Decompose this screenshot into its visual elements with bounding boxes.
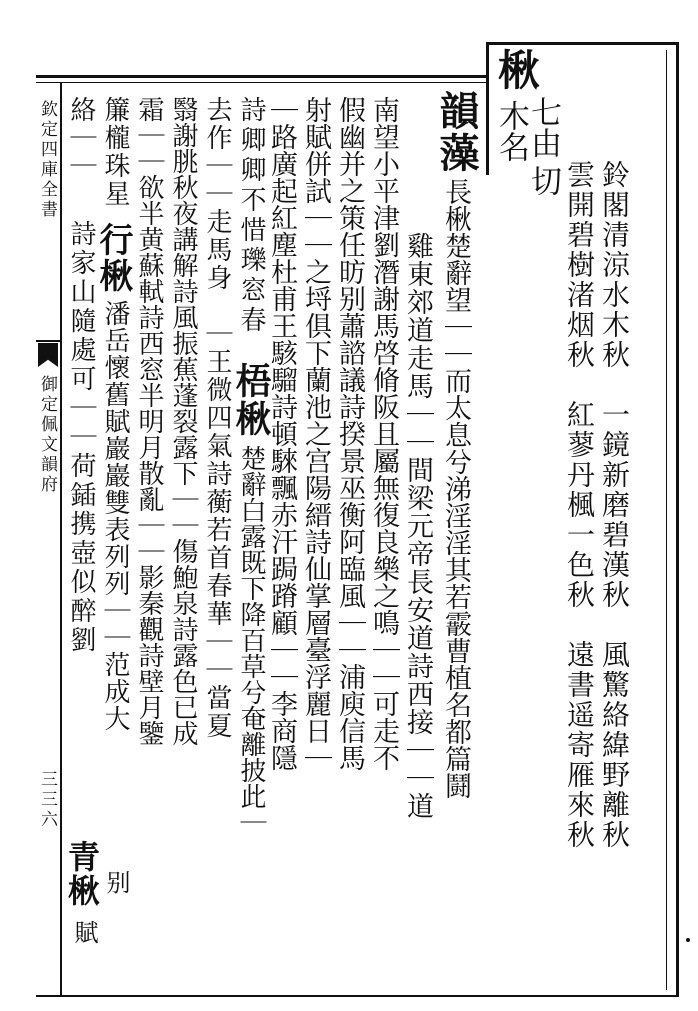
- page-number: 三三六: [37, 770, 57, 830]
- rhyme-character: 楸: [492, 48, 541, 92]
- section-heading-xingqiu: 行楸: [93, 222, 133, 294]
- text-column-1: 鈴閣清涼水木秋 一鏡新磨碧漢秋 風驚絡緯野離秋: [598, 160, 631, 850]
- text-column-11: 翳謝朓秋夜講解詩風振蕉蓬裂露下｜｜傷鮑泉詩露色已成: [168, 96, 198, 746]
- section-heading-qingqiu: 青楸: [63, 840, 101, 908]
- text-column-4b: 雞東郊道走馬｜｜間梁元帝長安道詩西接｜｜道: [402, 232, 433, 820]
- ink-dot: [686, 938, 690, 942]
- top-border-inner: [36, 82, 486, 83]
- right-border: [676, 42, 679, 997]
- section-heading-wuqiu: 梧楸: [230, 362, 272, 438]
- text-column-14: 詩家山隨處可｜｜荷鍤携壺似醉劉: [66, 220, 96, 655]
- text-column-3: 長楸楚辭望｜｜而太息兮涕淫淫其若霰曹植名都篇鬪: [440, 178, 471, 799]
- text-column-8: ｜路廣起紅塵杜甫王駭騮詩頓騋飄赤汗跼蹐顧｜｜李商隱: [266, 96, 297, 771]
- inner-right-border: [666, 50, 667, 990]
- bottom-border: [36, 995, 676, 997]
- text-column-13-post: 潘岳懷舊賦巖巖雙表列列｜｜范成大: [100, 300, 130, 732]
- text-column-5: 南望小平津劉潛謝馬啓脩阪且屬無復良樂之鳴｜｜可走不: [368, 96, 399, 771]
- rhyme-category: 木名: [493, 100, 529, 162]
- text-column-10: 去作｜｜走馬身 ｜王微四氣詩蘅若首春華｜｜當夏: [202, 96, 232, 740]
- text-column-6: 假幽并之策任昉别蕭諮議詩揆景巫衡阿臨風｜｜浦庾信馬: [334, 96, 365, 771]
- book-title: 御定佩文韻府: [37, 375, 57, 495]
- text-column-2: 雲開碧樹渚烟秋 紅蓼丹楓一色秋 遠書遥寄雁來秋: [563, 160, 596, 850]
- text-column-7: 射賦併試｜｜之埒俱下蘭池之宫陽縉詩仙掌層臺浮麗日｜: [300, 96, 331, 771]
- text-column-15: 絡｜｜: [66, 96, 96, 180]
- fishtail-mark: [38, 343, 58, 367]
- text-column-13-pre: 簾櫳珠星: [100, 96, 130, 208]
- rhyme-number: 七由: [525, 96, 561, 158]
- text-column-12: 霜｜｜欲半黄蘇軾詩西窓半明月散亂｜｜影秦觀詩壁月鑒: [134, 96, 164, 746]
- text-column-15-end: 賦: [70, 920, 98, 944]
- section-heading-yunzao: 韻藻: [433, 90, 480, 174]
- fanqie-note: 切: [525, 165, 561, 196]
- left-margin-border: [60, 82, 62, 997]
- text-column-14-end: 别: [102, 870, 130, 894]
- text-column-9-post: 楚辭白露既下降百草兮奄離披此｜: [236, 445, 266, 835]
- right-top-border: [560, 42, 678, 45]
- text-column-9-pre: 詩卿卿不惜瓅窓春: [236, 96, 266, 336]
- series-title: 欽定四庫全書: [37, 100, 57, 220]
- fishtail-top: [36, 340, 60, 342]
- top-border: [36, 75, 486, 78]
